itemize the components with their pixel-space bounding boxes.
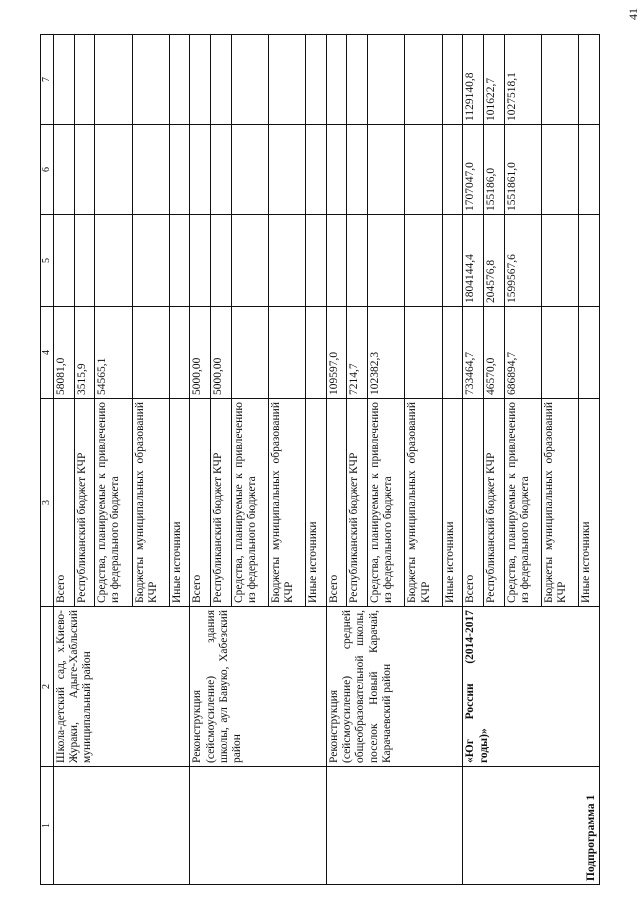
amount-v7-cell: 1027518,1 — [504, 35, 541, 125]
funding-source-cell: Бюджеты муниципальных образований КЧР — [132, 399, 169, 607]
amount-v6-cell — [190, 125, 211, 215]
funding-source-cell: Иные источники — [442, 399, 463, 607]
amount-v4-cell: 54565,1 — [95, 307, 132, 399]
amount-v4-cell — [579, 307, 600, 399]
amount-v4-cell: 3515,9 — [74, 307, 95, 399]
table-body — [54, 35, 600, 885]
funding-source-cell: Бюджеты муниципальных образований КЧР — [405, 399, 442, 607]
funding-source-cell: Бюджеты муниципальных образований КЧР — [541, 399, 578, 607]
amount-v4-cell: 5000,00 — [211, 307, 232, 399]
funding-source-cell: Бюджеты муниципальных образований КЧР — [268, 399, 305, 607]
project-name-cell: Реконструкция (сейсмоусиление) средней общеобразовательной школы, поселок Новый Карачай, Карачаевский район — [326, 607, 462, 767]
funding-source-cell: Средства, планируемые к привлечению из федерального бюджета — [231, 399, 268, 607]
amount-v5-cell — [405, 215, 442, 307]
funding-source-cell: Республиканский бюджет КЧР — [211, 399, 232, 607]
amount-v5-cell — [347, 215, 368, 307]
amount-v7-cell — [541, 35, 578, 125]
amount-v7-cell — [95, 35, 132, 125]
amount-v5-cell — [442, 215, 463, 307]
amount-v5-cell — [95, 215, 132, 307]
amount-v4-cell: 109597,0 — [326, 307, 347, 399]
amount-v7-cell — [211, 35, 232, 125]
project-name-cell: Школа-детский сад, х.Киево-Жураки, Адыге-Хабльский муниципальный район — [54, 607, 190, 767]
amount-v7-cell — [405, 35, 442, 125]
amount-v7-cell — [169, 35, 190, 125]
funding-source-cell: Иные источники — [306, 399, 327, 607]
amount-v7-cell — [306, 35, 327, 125]
funding-source-cell: Средства, планируемые к привлечению из федерального бюджета — [368, 399, 405, 607]
amount-v5-cell — [74, 215, 95, 307]
funding-source-cell: Республиканский бюджет КЧР — [347, 399, 368, 607]
amount-v5-cell — [368, 215, 405, 307]
table-row — [190, 35, 211, 885]
amount-v4-cell: 7214,7 — [347, 307, 368, 399]
amount-v4-cell — [541, 307, 578, 399]
amount-v5-cell — [132, 215, 169, 307]
rotated-table-wrapper — [40, 35, 600, 885]
amount-v6-cell — [54, 125, 75, 215]
budget-table — [40, 34, 600, 885]
amount-v6-cell — [211, 125, 232, 215]
amount-v5-cell — [169, 215, 190, 307]
amount-v4-cell: 58081,0 — [54, 307, 75, 399]
amount-v4-cell — [132, 307, 169, 399]
amount-v4-cell: 733464,7 — [463, 307, 484, 399]
funding-source-cell: Всего — [326, 399, 347, 607]
header-col-4: 4 — [41, 307, 54, 399]
amount-v5-cell: 1804144,4 — [463, 215, 484, 307]
amount-v6-cell — [326, 125, 347, 215]
section-code-cell — [190, 767, 326, 885]
project-name-cell: Реконструкция (сейсмоусиление) здания школы, аул Бавуко, Хабезский район — [190, 607, 326, 767]
amount-v5-cell: 204576,8 — [483, 215, 504, 307]
page-number: 41 — [626, 8, 640, 20]
amount-v7-cell — [268, 35, 305, 125]
amount-v7-cell: 1129140,8 — [463, 35, 484, 125]
amount-v7-cell — [74, 35, 95, 125]
amount-v4-cell: 46570,0 — [483, 307, 504, 399]
amount-v6-cell — [74, 125, 95, 215]
amount-v6-cell — [579, 125, 600, 215]
amount-v4-cell — [306, 307, 327, 399]
amount-v4-cell — [268, 307, 305, 399]
amount-v7-cell — [326, 35, 347, 125]
amount-v7-cell — [132, 35, 169, 125]
amount-v4-cell: 5000,00 — [190, 307, 211, 399]
funding-source-cell: Средства, планируемые к привлечению из федерального бюджета — [95, 399, 132, 607]
amount-v5-cell — [306, 215, 327, 307]
table-row — [54, 35, 75, 885]
funding-source-cell: Республиканский бюджет КЧР — [483, 399, 504, 607]
header-col-5: 5 — [41, 215, 54, 307]
amount-v7-cell — [347, 35, 368, 125]
amount-v6-cell: 1707047,0 — [463, 125, 484, 215]
amount-v4-cell — [405, 307, 442, 399]
amount-v5-cell — [579, 215, 600, 307]
amount-v7-cell — [368, 35, 405, 125]
amount-v4-cell: 686894,7 — [504, 307, 541, 399]
amount-v5-cell — [190, 215, 211, 307]
section-code-cell: Подпрограмма 1 — [463, 767, 600, 885]
amount-v6-cell — [231, 125, 268, 215]
amount-v5-cell — [541, 215, 578, 307]
amount-v4-cell: 102382,3 — [368, 307, 405, 399]
amount-v7-cell: 101622,7 — [483, 35, 504, 125]
amount-v4-cell — [231, 307, 268, 399]
amount-v5-cell — [54, 215, 75, 307]
funding-source-cell: Всего — [54, 399, 75, 607]
amount-v4-cell — [169, 307, 190, 399]
section-code-cell — [326, 767, 462, 885]
section-code-cell — [54, 767, 190, 885]
amount-v6-cell: 155186,0 — [483, 125, 504, 215]
amount-v7-cell — [442, 35, 463, 125]
amount-v5-cell — [231, 215, 268, 307]
amount-v7-cell — [231, 35, 268, 125]
amount-v6-cell: 1551861,0 — [504, 125, 541, 215]
amount-v7-cell — [54, 35, 75, 125]
amount-v6-cell — [268, 125, 305, 215]
amount-v6-cell — [368, 125, 405, 215]
funding-source-cell: Иные источники — [579, 399, 600, 607]
amount-v5-cell — [211, 215, 232, 307]
amount-v6-cell — [132, 125, 169, 215]
amount-v6-cell — [541, 125, 578, 215]
amount-v6-cell — [347, 125, 368, 215]
header-col-3: 3 — [41, 399, 54, 607]
amount-v6-cell — [95, 125, 132, 215]
amount-v5-cell: 1599567,6 — [504, 215, 541, 307]
header-col-7: 7 — [41, 35, 54, 125]
amount-v6-cell — [442, 125, 463, 215]
table-row — [463, 35, 484, 885]
funding-source-cell: Всего — [463, 399, 484, 607]
amount-v6-cell — [306, 125, 327, 215]
amount-v5-cell — [326, 215, 347, 307]
header-col-6: 6 — [41, 125, 54, 215]
header-row — [41, 35, 54, 885]
project-name-cell: «Юг России (2014-2017 годы)» — [463, 607, 600, 767]
amount-v6-cell — [405, 125, 442, 215]
amount-v5-cell — [268, 215, 305, 307]
amount-v7-cell — [579, 35, 600, 125]
amount-v4-cell — [442, 307, 463, 399]
funding-source-cell: Республиканский бюджет КЧР — [74, 399, 95, 607]
header-col-2: 2 — [41, 607, 54, 767]
amount-v6-cell — [169, 125, 190, 215]
funding-source-cell: Иные источники — [169, 399, 190, 607]
funding-source-cell: Средства, планируемые к привлечению из федерального бюджета — [504, 399, 541, 607]
table-row — [326, 35, 347, 885]
funding-source-cell: Всего — [190, 399, 211, 607]
header-col-1: 1 — [41, 767, 54, 885]
amount-v7-cell — [190, 35, 211, 125]
